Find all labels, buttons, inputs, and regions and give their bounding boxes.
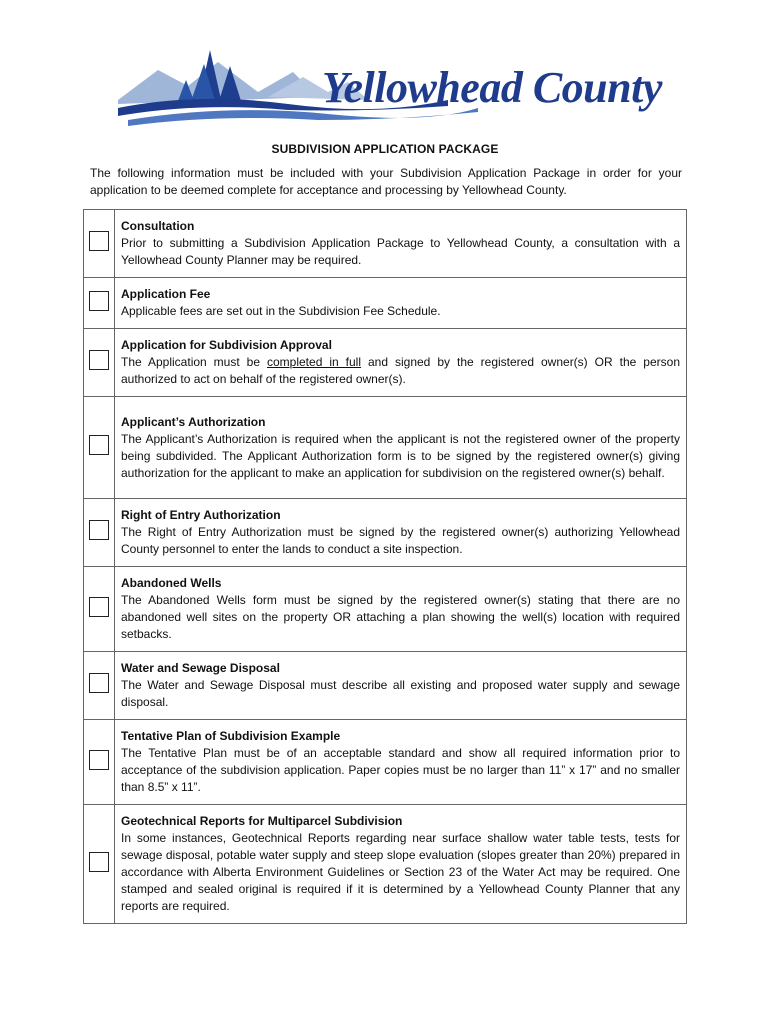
checklist-row — [84, 652, 687, 720]
county-logo-text: Yellowhead County — [322, 63, 662, 112]
item-body: The Abandoned Wells form must be signed by the registered owner(s) stating that there are no abandoned well sites on the property OR attaching a plan showing the well(s) location with required setbacks. — [121, 593, 680, 641]
item-body: In some instances, Geotechnical Reports regarding near surface shallow water table tests, tests for sewage disposal, potable water supply and steep slope evaluation (slopes greater than 20%) prepared in accordance with Alberta Environment Guidelines or Section 23 of the Water Act may be required. One stamped and sealed original is required if it is determined by a Yellowhead County Planner that any reports are required. — [121, 831, 680, 913]
document-title: SUBDIVISION APPLICATION PACKAGE — [271, 142, 499, 156]
item-title: Right of Entry Authorization — [121, 508, 281, 522]
item-title: Geotechnical Reports for Multiparcel Subdivision — [121, 814, 403, 828]
right-of-entry-checkbox[interactable] — [89, 520, 109, 540]
item-body: The Tentative Plan must be of an acceptable standard and show all required information prior to acceptance of the subdivision application. Paper copies must be no larger than 11” x 17” and no smaller than 8.5” x 11”. — [121, 746, 680, 794]
intro-paragraph: The following information must be included with your Subdivision Application Package in order for your application to be deemed complete for acceptance and processing by Yellowhead County. — [90, 166, 682, 197]
item-body: Prior to submitting a Subdivision Application Package to Yellowhead County, a consultation with a Yellowhead County Planner may be required. — [121, 236, 680, 267]
item-body-start: The Application must be — [121, 355, 267, 369]
item-body-emphasis: completed in full — [267, 355, 362, 369]
checklist-row — [84, 210, 687, 278]
checklist-row — [84, 567, 687, 652]
item-title: Application Fee — [121, 287, 211, 301]
applicant-authorization-checkbox[interactable] — [89, 435, 109, 455]
application-fee-checkbox[interactable] — [89, 291, 109, 311]
checklist-row — [84, 278, 687, 329]
geotechnical-reports-checkbox[interactable] — [89, 852, 109, 872]
abandoned-wells-checkbox[interactable] — [89, 597, 109, 617]
item-body: The Water and Sewage Disposal must describe all existing and proposed water supply and sewage disposal. — [121, 678, 680, 709]
item-title: Tentative Plan of Subdivision Example — [121, 729, 341, 743]
checklist-row — [84, 805, 687, 924]
checklist-row — [84, 397, 687, 499]
water-sewage-checkbox[interactable] — [89, 673, 109, 693]
requirements-checklist — [83, 209, 687, 924]
item-body: Applicable fees are set out in the Subdivision Fee Schedule. — [121, 304, 441, 318]
item-body-end: and signed by the registered owner(s) OR the person authorized to act on behalf of the registered owner(s). — [121, 355, 680, 386]
item-body: The Applicant’s Authorization is required when the applicant is not the registered owner of the property being subdivided. The Applicant Authorization form is to be signed by the registered owner(s) giving authorization for the applicant to make an application for subdivision on the registered owner(s) behalf. — [121, 431, 680, 480]
item-body: The Right of Entry Authorization must be signed by the registered owner(s) authorizing Yellowhead County personnel to enter the lands to conduct a site inspection. — [121, 525, 680, 556]
item-title: Application for Subdivision Approval — [121, 338, 332, 352]
item-title: Applicant’s Authorization — [121, 414, 266, 429]
consultation-checkbox[interactable] — [89, 231, 109, 251]
item-title: Abandoned Wells — [121, 576, 222, 590]
item-title: Consultation — [121, 219, 195, 233]
checklist-row — [84, 720, 687, 805]
item-title: Water and Sewage Disposal — [121, 661, 280, 675]
checklist-row — [84, 499, 687, 567]
checklist-row — [84, 329, 687, 397]
tentative-plan-checkbox[interactable] — [89, 750, 109, 770]
application-approval-checkbox[interactable] — [89, 350, 109, 370]
